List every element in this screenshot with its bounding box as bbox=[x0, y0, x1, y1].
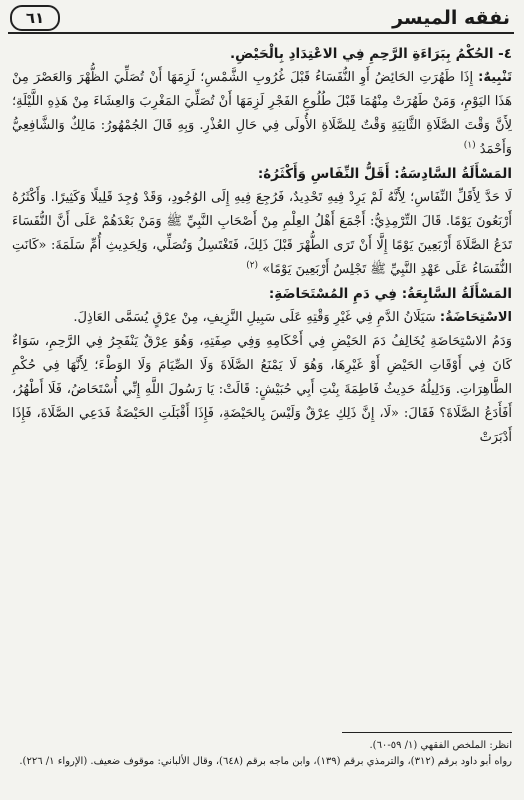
issue-6-paragraph bbox=[12, 186, 512, 282]
footnote-2: رواه أبو داود برقم (٣١٢)، والترمذي برقم (١٣٩)، وابن ماجه برقم (٦٤٨)، وقال الألباني: موقوف ضعيف. (الإرواء ١/ ٢٢٦). bbox=[19, 756, 512, 767]
main-text bbox=[12, 42, 512, 450]
footnote-1: انظر: الملخص الفقهي (١/ ٥٩-٦٠). bbox=[369, 740, 512, 751]
issue-6-heading: المَسْأَلَةُ السَّادِسَةُ: أَقَلُّ النِّفَاسِ وَأَكْثَرُهُ: bbox=[257, 166, 512, 182]
running-title: نفقه الميسر bbox=[392, 7, 510, 29]
footnotes bbox=[12, 738, 512, 770]
page-number: ٦١ bbox=[10, 5, 60, 31]
note-text: إِذَا طَهُرَتِ الحَائِضُ أَوِ النُّفَسَاءُ قَبْلَ غُرُوبِ الشَّمْسِ؛ لَزِمَهَا أَنْ تُصَلِّيَ الظُّهْرَ وَالعَصْرَ مِنْ هَذَا اليَوْمِ، وَمَنْ طَهُرَتْ مِنْهُمَا قَبْلَ طُلُوعِ الفَجْرِ لَزِمَهَا أَنْ تُصَلِّيَ المَغْرِبَ وَالعِشَاءَ مِنْ هَذِهِ اللَّيْلَةِ؛ لِأَنَّ وَقْتَ الصَّلَاةِ الثَّانِيَةِ وَقْتٌ لِلصَّلَاةِ الأُولَى فِي حَالِ العُذْرِ. وَبِهِ قَالَ الجُمْهُورُ: مَالِكٌ وَالشَّافِعِيُّ وَأَحْمَدُ bbox=[12, 70, 512, 157]
footnote-ref-2: (٢) bbox=[246, 260, 259, 271]
footnote-divider bbox=[342, 732, 512, 733]
issue-7-heading: المَسْأَلَةُ السَّابِعَةُ: فِي دَمِ المُسْتَحَاضَةِ: bbox=[268, 286, 512, 302]
footnote-ref-1: (١) bbox=[463, 140, 476, 151]
note-lead: تَنْبِيهٌ: bbox=[478, 70, 513, 85]
page-header bbox=[8, 6, 514, 34]
issue-6-text: لَا حَدَّ لِأَقَلِّ النِّفَاسِ؛ لِأَنَّهُ لَمْ يَرِدْ فِيهِ تَحْدِيدٌ، فَرُجِعَ فِيهِ إِلَى الوُجُودِ، وَقَدْ وُجِدَ قَلِيلًا وَكَثِيرًا. وَأَكْثَرُهُ أَرْبَعُونَ يَوْمًا. قَالَ التِّرْمِذِيُّ: أَجْمَعَ أَهْلُ العِلْمِ مِنْ أَصْحَابِ النَّبِيِّ ﷺ وَمَنْ بَعْدَهُمْ عَلَى أَنَّ النُّفَسَاءَ تَدَعُ الصَّلَاةَ أَرْبَعِينَ يَوْمًا إِلَّا أَنْ تَرَى الطُّهْرَ قَبْلَ ذَلِكَ، فَتَغْتَسِلُ وَتُصَلِّي، وَلِحَدِيثِ أُمِّ سَلَمَةَ: «كَانَتِ النُّفَسَاءُ عَلَى عَهْدِ النَّبِيِّ ﷺ تَجْلِسُ أَرْبَعِينَ يَوْمًا» bbox=[12, 190, 512, 277]
istihada-def-text: سَيَلَانُ الدَّمِ فِي غَيْرِ وَقْتِهِ عَلَى سَبِيلِ النَّزِيفِ، مِنْ عِرْقٍ يُسَمَّى العَاذِلَ. bbox=[73, 310, 436, 325]
section-4-heading: ٤- الحُكْمُ بِبَرَاءَةِ الرَّحِمِ فِي الاعْتِدَادِ بِالْحَيْضِ. bbox=[229, 46, 512, 62]
istihada-definition bbox=[12, 306, 512, 330]
istihada-lead: الاسْتِحَاضَةُ: bbox=[439, 310, 512, 325]
note-paragraph bbox=[12, 66, 512, 162]
istihada-paragraph: وَدَمُ الاسْتِحَاضَةِ يُخَالِفُ دَمَ الحَيْضِ فِي أَحْكَامِهِ وَفِي صِفَتِهِ، وَهُوَ عِرْقٌ يَنْفَجِرُ فِي الرَّحِمِ، سَوَاءٌ كَانَ فِي أَوْقَاتِ الحَيْضِ أَوْ غَيْرِهَا، وَهُوَ لَا يَمْنَعُ الصَّلَاةَ وَلَا الصِّيَامَ وَلَا الوَطْءَ؛ لِأَنَّهَا فِي حُكْمِ الطَّاهِرَاتِ. وَدَلِيلُهُ حَدِيثُ فَاطِمَةَ بِنْتِ أَبِي حُبَيْشٍ: قَالَتْ: يَا رَسُولَ اللَّهِ إِنِّي أُسْتَحَاضُ، فَلَا أَطْهُرُ، أَفَأَدَعُ الصَّلَاةَ؟ فَقَالَ: «لَا، إِنَّ ذَلِكِ عِرْقٌ وَلَيْسَ بِالحَيْضَةِ، فَإِذَا أَقْبَلَتِ الحَيْضَةُ فَدَعِي الصَّلَاةَ، فَإِذَا أَدْبَرَتْ bbox=[12, 334, 512, 445]
